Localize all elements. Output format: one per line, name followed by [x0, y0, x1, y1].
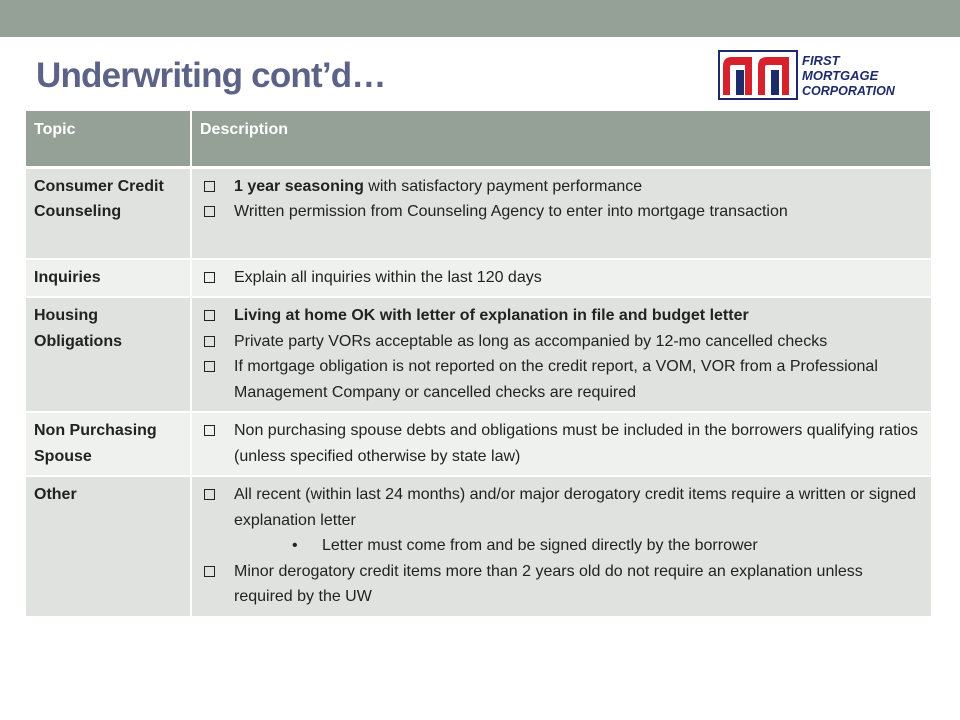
- row-topic: Non Purchasing Spouse: [26, 412, 191, 476]
- checkbox-bullet-icon: [204, 336, 215, 347]
- checkbox-bullet-icon: [204, 272, 215, 283]
- item-text: with satisfactory payment performance: [363, 177, 643, 195]
- item-text: All recent (within last 24 months) and/or major derogatory credit items require a written or signed explanation letter: [234, 486, 917, 529]
- item-bold-text: 1 year seasoning: [234, 177, 364, 195]
- row-description: [191, 297, 931, 412]
- item-text: Minor derogatory credit items more than 2 years old do not require an explanation unless required by the UW: [234, 562, 863, 605]
- item-text: If mortgage obligation is not reported on the credit report, a VOM, VOR from a Professional Management Company or cancelled checks are required: [234, 358, 878, 401]
- row-description: [191, 412, 931, 476]
- page-title: Underwriting cont’d…: [36, 56, 386, 95]
- svg-text:FIRST: FIRST: [802, 53, 840, 68]
- sub-item: [234, 533, 923, 559]
- item-text: Private party VORs acceptable as long as accompanied by 12-mo cancelled checks: [234, 332, 828, 350]
- row-topic: Consumer Credit Counseling: [26, 167, 191, 259]
- table-row: [26, 476, 931, 617]
- row-topic: Inquiries: [26, 259, 191, 298]
- checkbox-bullet-icon: [204, 489, 215, 500]
- row-description: [191, 259, 931, 298]
- item-text: Explain all inquiries within the last 120 days: [234, 268, 542, 286]
- svg-text:CORPORATION: CORPORATION: [802, 84, 895, 98]
- description-item: [200, 199, 923, 225]
- sub-item-text: Letter must come from and be signed directly by the borrower: [322, 537, 758, 554]
- company-logo: [718, 48, 920, 102]
- header-topic: Topic: [26, 111, 191, 167]
- description-item: [200, 354, 923, 405]
- description-item: [200, 265, 923, 291]
- description-item: [200, 559, 923, 610]
- table-row: [26, 297, 931, 412]
- row-topic: Other: [26, 476, 191, 617]
- table-row: [26, 412, 931, 476]
- table-row: [26, 167, 931, 259]
- item-bold-text: Living at home OK with letter of explanation in file and budget letter: [234, 307, 749, 324]
- checkbox-bullet-icon: [204, 361, 215, 372]
- svg-text:MORTGAGE: MORTGAGE: [802, 68, 879, 83]
- bullet-dot-icon: •: [292, 537, 298, 554]
- table-row: [26, 259, 931, 298]
- row-description: [191, 476, 931, 617]
- checkbox-bullet-icon: [204, 425, 215, 436]
- checkbox-bullet-icon: [204, 310, 215, 321]
- description-item: [200, 418, 923, 469]
- row-description: [191, 167, 931, 259]
- checkbox-bullet-icon: [204, 181, 215, 192]
- item-text: Non purchasing spouse debts and obligations must be included in the borrowers qualifying ratios (unless specified otherwise by state law): [234, 422, 918, 465]
- description-item: [200, 174, 923, 200]
- header-description: Description: [191, 111, 931, 167]
- checkbox-bullet-icon: [204, 206, 215, 217]
- underwriting-table: [26, 111, 932, 618]
- description-item: [200, 303, 923, 329]
- row-topic: Housing Obligations: [26, 297, 191, 412]
- item-text: Written permission from Counseling Agency to enter into mortgage transaction: [234, 203, 788, 220]
- top-band: [0, 0, 960, 37]
- description-item: [200, 329, 923, 355]
- description-item: [200, 482, 923, 559]
- checkbox-bullet-icon: [204, 566, 215, 577]
- table-header-row: [26, 111, 931, 167]
